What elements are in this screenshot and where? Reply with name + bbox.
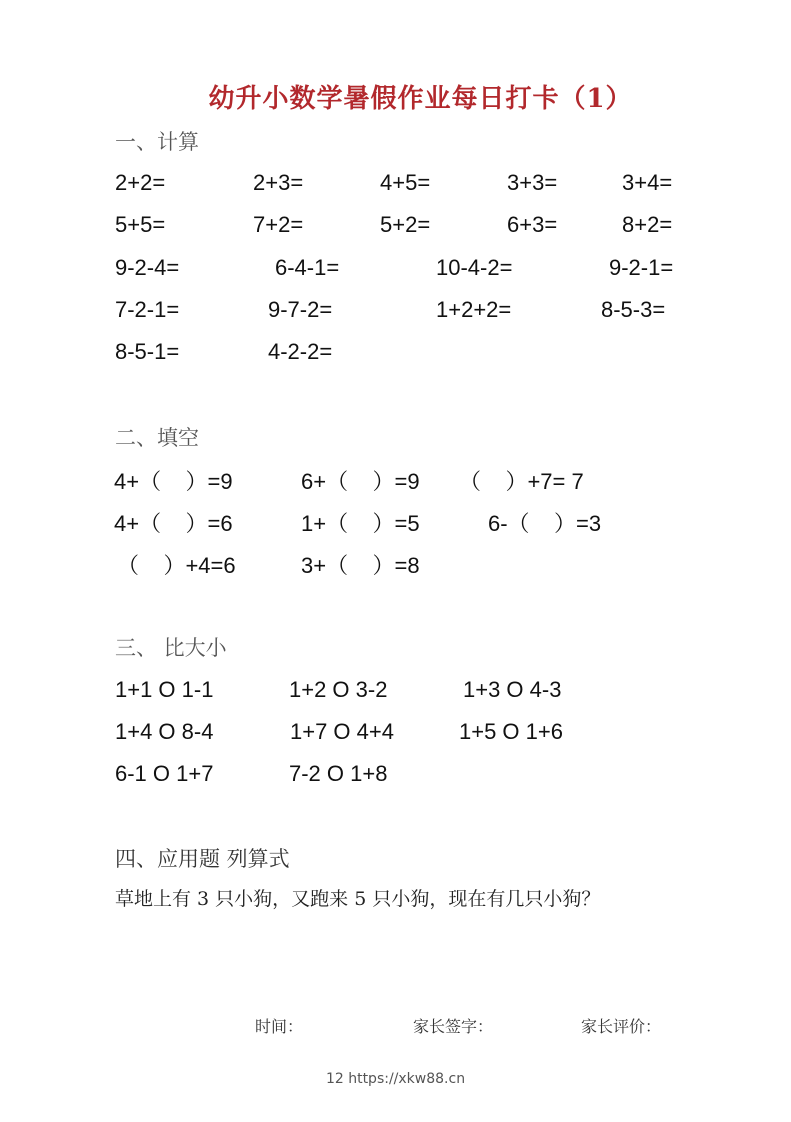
compare-item: 6-1 O 1+7 <box>115 761 214 786</box>
page-marker: 12 https://xkw88.cn <box>325 1071 466 1087</box>
compare-item: 1+3 O 4-3 <box>463 677 562 702</box>
compare-item: 1+4 O 8-4 <box>115 719 214 744</box>
section-heading-compare: 三、 比大小 <box>115 636 227 660</box>
calc-item: 9-7-2= <box>268 297 333 322</box>
calc-item: 8+2= <box>622 212 673 237</box>
calc-item: 8-5-3= <box>601 297 666 322</box>
word-problem: 草地上有 3 只小狗，又跑来 5 只小狗，现在有几只小狗？ <box>115 888 601 910</box>
calc-item: 7-2-1= <box>115 297 180 322</box>
fill-item: 1+（ ）=5 <box>301 511 420 536</box>
fill-item: 3+（ ）=8 <box>301 553 420 578</box>
calc-item: 5+5= <box>115 212 166 237</box>
calc-item: 7+2= <box>253 212 304 237</box>
fill-item: 4+（ ）=6 <box>114 511 233 536</box>
compare-item: 1+5 O 1+6 <box>459 719 563 744</box>
time-label: 时间： <box>255 1017 304 1036</box>
calc-item: 4-2-2= <box>268 339 333 364</box>
calc-item: 3+3= <box>507 170 558 195</box>
calc-item: 5+2= <box>380 212 431 237</box>
fill-item: （ ）+7= 7 <box>459 469 584 494</box>
compare-item: 7-2 O 1+8 <box>289 761 388 786</box>
calc-item: 2+3= <box>253 170 304 195</box>
parent-eval-label: 家长评价： <box>581 1017 662 1036</box>
fill-item: 6-（ ）=3 <box>488 511 602 536</box>
section-heading-word: 四、应用题 列算式 <box>115 847 290 871</box>
fill-item: 4+（ ）=9 <box>114 469 233 494</box>
calc-item: 6-4-1= <box>275 255 340 280</box>
section-heading-calc: 一、计算 <box>115 130 199 154</box>
calc-item: 4+5= <box>380 170 431 195</box>
compare-item: 1+7 O 4+4 <box>290 719 394 744</box>
section-heading-fill: 二、填空 <box>115 426 199 450</box>
parent-sign-label: 家长签字： <box>413 1017 494 1036</box>
calc-item: 1+2+2= <box>436 297 512 322</box>
calc-item: 6+3= <box>507 212 558 237</box>
calc-item: 10-4-2= <box>436 255 513 280</box>
compare-item: 1+1 O 1-1 <box>115 677 214 702</box>
fill-item: 6+（ ）=9 <box>301 469 420 494</box>
calc-item: 9-2-4= <box>115 255 180 280</box>
calc-item: 3+4= <box>622 170 673 195</box>
calc-item: 8-5-1= <box>115 339 180 364</box>
calc-item: 9-2-1= <box>609 255 674 280</box>
page-title: 幼升小数学暑假作业每日打卡（1） <box>208 84 633 114</box>
compare-item: 1+2 O 3-2 <box>289 677 388 702</box>
calc-item: 2+2= <box>115 170 166 195</box>
fill-item: （ ）+4=6 <box>117 553 236 578</box>
